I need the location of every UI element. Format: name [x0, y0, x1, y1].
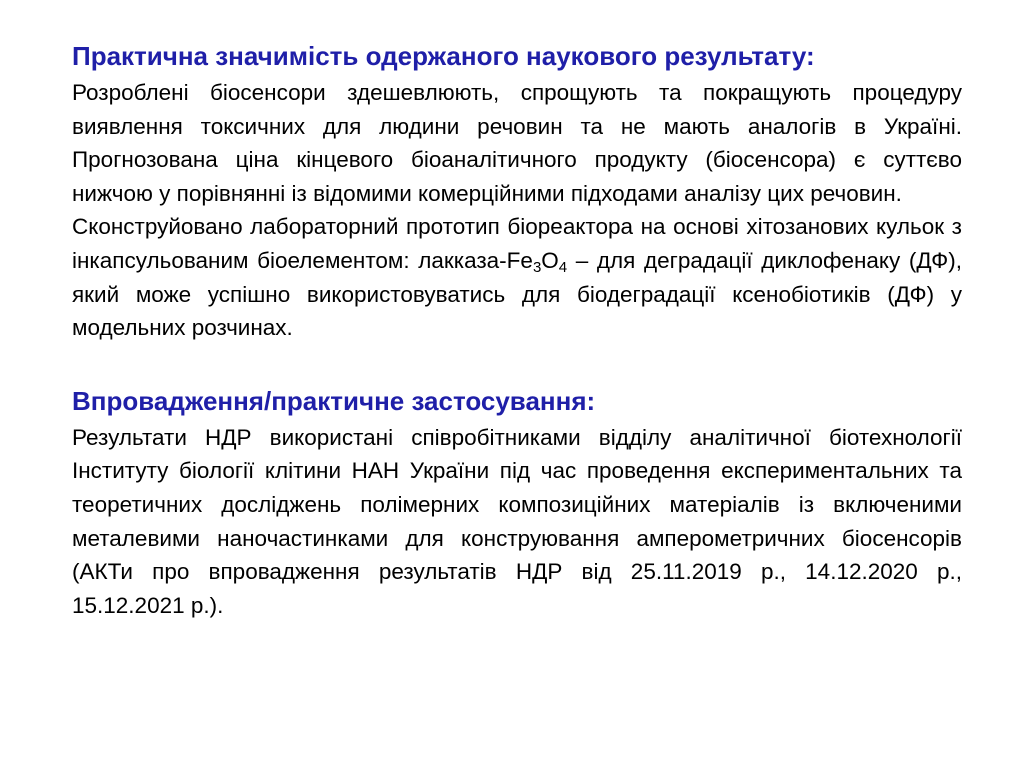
section-heading-practical-significance: Практична значимість одержаного наукового результату: [72, 41, 815, 71]
subscript-4: 4 [558, 258, 568, 276]
section-spacer [72, 345, 962, 381]
bioreactor-text-end: – для деградації диклофенаку (ДФ), який може успішно використовуватись для біодеградації ксенобіотиків (ДФ) у модельних розчинах. [72, 247, 962, 341]
bioreactor-text-o: O [541, 247, 559, 273]
section-heading-implementation: Впровадження/практичне застосування: [72, 385, 596, 416]
bioreactor-text-start: Сконструйовано лабораторний прототип біореактора на основі хітозанових кульок з інкапсульованим біоелементом: лакказа-Fe [72, 214, 962, 273]
subscript-3: 3 [532, 258, 542, 276]
paragraph-bioreactor [72, 210, 962, 344]
slide-content [72, 36, 962, 622]
paragraph-implementation: Результати НДР використані співробітниками відділу аналітичної біотехнології Інституту біології клітини НАН України під час проведення експериментальних та теоретичних досліджень полімерних композиційних матеріалів із включеними металевими наночастинками для конструювання амперометричних біосенсорів (АКТи про впровадження результатів НДР від 25.11.2019 р., 14.12.2020 р., 15.12.2021 р.). [72, 424, 962, 618]
paragraph-biosensors: Розроблені біосенсори здешевлюють, спрощують та покращують процедуру виявлення токсичних для людини речовин та не мають аналогів в Україні. Прогнозована ціна кінцевого біоаналітичного продукту (біосенсора) є суттєво нижчою у порівнянні із відомими комерційними підходами аналізу цих речовин. [72, 80, 962, 206]
